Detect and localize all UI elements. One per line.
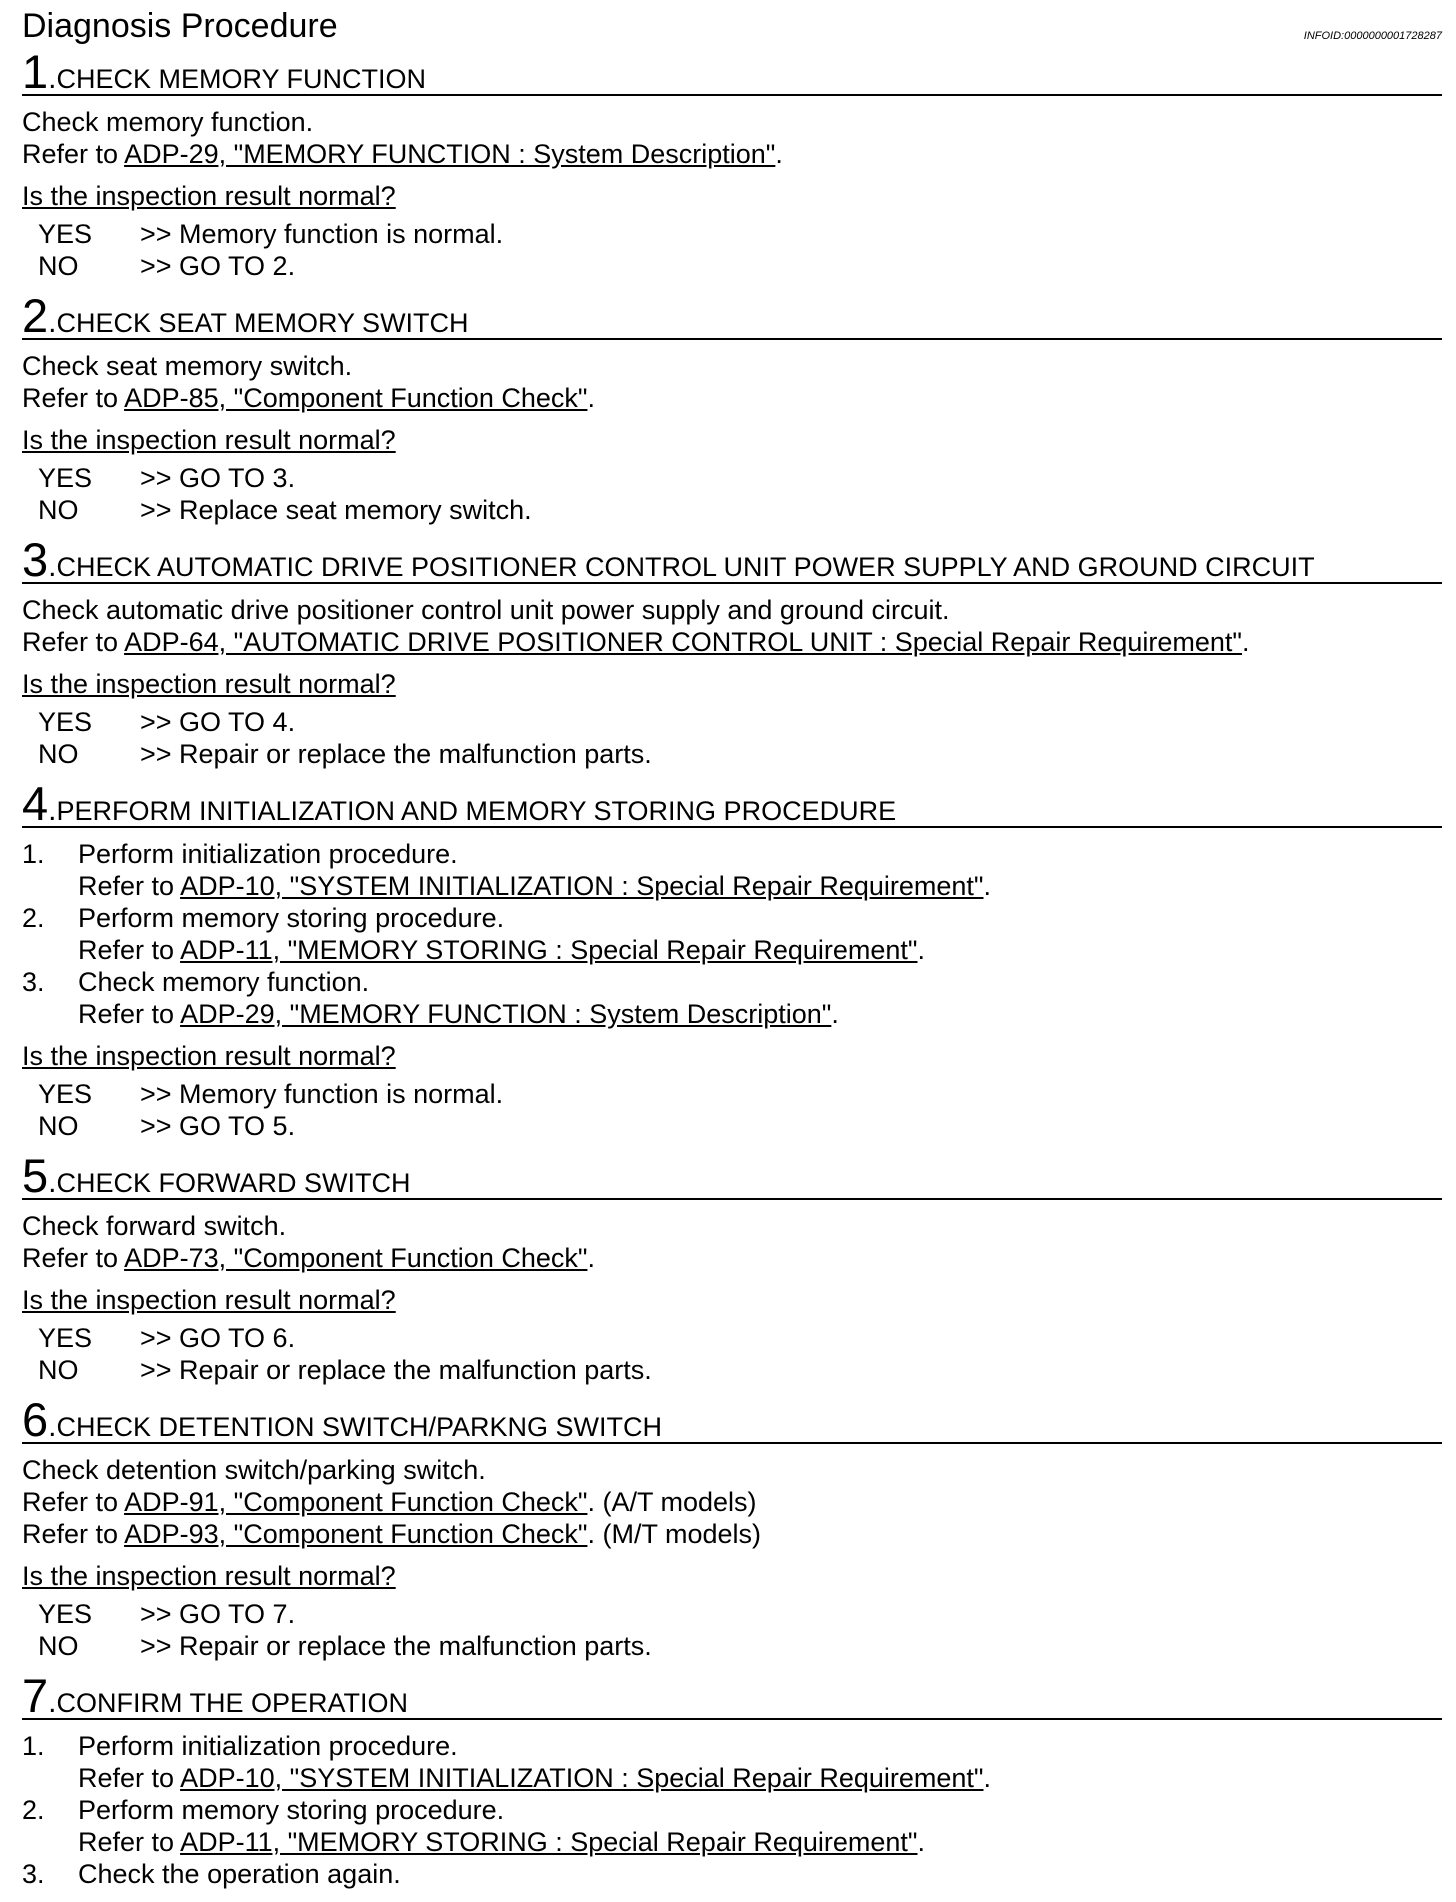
refer-suffix: . <box>587 383 595 413</box>
refer-suffix: . (A/T models) <box>587 1487 757 1517</box>
result-label: NO <box>38 1111 79 1141</box>
result-yes <box>22 1078 1442 1110</box>
step-number: 5 <box>22 1149 49 1202</box>
result-action: >> Memory function is normal. <box>140 1079 504 1109</box>
step-title: PERFORM INITIALIZATION AND MEMORY STORING PROCEDURE <box>56 796 897 826</box>
refer-prefix: Refer to <box>78 1827 181 1857</box>
result-no <box>22 250 1442 282</box>
reference-link[interactable]: ADP-29, "MEMORY FUNCTION : System Description" <box>124 139 776 169</box>
numbered-item <box>22 1730 1442 1794</box>
result-action: >> GO TO 3. <box>140 463 296 493</box>
refer-prefix: Refer to <box>22 139 125 169</box>
result-action: >> GO TO 5. <box>140 1111 296 1141</box>
result-no <box>22 1110 1442 1142</box>
item-text: Perform memory storing procedure. <box>78 903 505 933</box>
reference-line <box>78 1826 925 1858</box>
reference-link[interactable]: ADP-10, "SYSTEM INITIALIZATION : Special Repair Requirement" <box>180 1763 984 1793</box>
page-header <box>22 0 1442 52</box>
result-action: >> GO TO 2. <box>140 251 296 281</box>
refer-suffix: . <box>1242 627 1250 657</box>
refer-prefix: Refer to <box>22 1487 125 1517</box>
result-no <box>22 1354 1442 1386</box>
step-number-dot: . <box>48 1166 57 1199</box>
step-title: CHECK MEMORY FUNCTION <box>56 64 427 94</box>
step-title: CONFIRM THE OPERATION <box>56 1688 408 1718</box>
step-number-dot: . <box>48 1686 57 1719</box>
refer-suffix: . <box>917 935 926 965</box>
result-yes <box>22 1322 1442 1354</box>
inspection-question: Is the inspection result normal? <box>22 181 396 211</box>
step-number-dot: . <box>48 1410 57 1443</box>
inspection-question: Is the inspection result normal? <box>22 1285 396 1315</box>
refer-suffix: . <box>917 1827 926 1857</box>
item-body <box>78 1858 401 1890</box>
refer-prefix: Refer to <box>78 1763 181 1793</box>
instruction-text: Check detention switch/parking switch. <box>22 1455 486 1485</box>
reference-line <box>22 138 1442 170</box>
item-text: Perform memory storing procedure. <box>78 1795 505 1825</box>
numbered-item <box>22 1794 1442 1858</box>
inspection-question: Is the inspection result normal? <box>22 425 396 455</box>
reference-line <box>22 1242 1442 1274</box>
item-body <box>78 966 839 1030</box>
reference-line <box>78 998 839 1030</box>
step-heading <box>22 1669 1442 1722</box>
inspection-question: Is the inspection result normal? <box>22 669 396 699</box>
step-number-dot: . <box>48 794 57 827</box>
diagnosis-procedure-page <box>22 0 1442 1890</box>
result-yes <box>22 462 1442 494</box>
item-text: Check the operation again. <box>78 1859 401 1889</box>
result-label: YES <box>38 707 93 737</box>
inspection-question: Is the inspection result normal? <box>22 1561 396 1591</box>
result-no <box>22 1630 1442 1662</box>
result-yes <box>22 1598 1442 1630</box>
step-heading <box>22 289 1442 342</box>
reference-line <box>78 1762 991 1794</box>
step-number: 1 <box>22 45 49 98</box>
reference-link[interactable]: ADP-10, "SYSTEM INITIALIZATION : Special Repair Requirement" <box>180 871 984 901</box>
reference-link[interactable]: ADP-85, "Component Function Check" <box>124 383 588 413</box>
info-id: INFOID:0000000001728287 <box>1303 30 1442 42</box>
reference-line <box>22 1518 1442 1550</box>
reference-line <box>78 934 925 966</box>
result-label: YES <box>38 1599 93 1629</box>
result-action: >> GO TO 4. <box>140 707 296 737</box>
inspection-question: Is the inspection result normal? <box>22 1041 396 1071</box>
step-heading <box>22 1149 1442 1202</box>
step-7 <box>22 1669 1442 1890</box>
reference-link[interactable]: ADP-73, "Component Function Check" <box>124 1243 588 1273</box>
instruction-text: Check automatic drive positioner control unit power supply and ground circuit. <box>22 595 950 625</box>
result-action: >> GO TO 6. <box>140 1323 296 1353</box>
page-title: Diagnosis Procedure <box>22 7 338 45</box>
step-heading <box>22 533 1442 586</box>
reference-link[interactable]: ADP-64, "AUTOMATIC DRIVE POSITIONER CONTROL UNIT : Special Repair Requirement" <box>124 627 1243 657</box>
item-number: 1. <box>22 839 45 869</box>
step-number: 3 <box>22 533 49 586</box>
refer-suffix: . <box>587 1243 595 1273</box>
item-text: Perform initialization procedure. <box>78 839 458 869</box>
item-number: 3. <box>22 1859 45 1889</box>
step-4 <box>22 777 1442 1142</box>
numbered-item <box>22 966 1442 1030</box>
step-3 <box>22 533 1442 770</box>
item-body <box>78 1794 925 1858</box>
instruction-text: Check seat memory switch. <box>22 351 353 381</box>
numbered-item <box>22 902 1442 966</box>
result-label: YES <box>38 463 93 493</box>
refer-suffix: . (M/T models) <box>587 1519 761 1549</box>
reference-link[interactable]: ADP-29, "MEMORY FUNCTION : System Description" <box>180 999 832 1029</box>
step-title: CHECK FORWARD SWITCH <box>56 1168 411 1198</box>
step-5 <box>22 1149 1442 1386</box>
result-action: >> Repair or replace the malfunction parts. <box>140 1355 652 1385</box>
step-number: 4 <box>22 777 49 830</box>
result-no <box>22 738 1442 770</box>
instruction-text: Check memory function. <box>22 107 314 137</box>
step-title: CHECK SEAT MEMORY SWITCH <box>56 308 469 338</box>
item-text: Check memory function. <box>78 967 370 997</box>
result-action: >> Replace seat memory switch. <box>140 495 532 525</box>
refer-prefix: Refer to <box>78 935 181 965</box>
result-action: >> Repair or replace the malfunction parts. <box>140 1631 652 1661</box>
result-label: NO <box>38 739 79 769</box>
item-number: 2. <box>22 1795 45 1825</box>
step-heading <box>22 1393 1442 1446</box>
item-text: Perform initialization procedure. <box>78 1731 458 1761</box>
step-title: CHECK DETENTION SWITCH/PARKNG SWITCH <box>56 1412 662 1442</box>
result-label: NO <box>38 1631 79 1661</box>
step-heading <box>22 45 1442 98</box>
result-yes <box>22 706 1442 738</box>
numbered-item <box>22 838 1442 902</box>
step-number-dot: . <box>48 550 57 583</box>
numbered-item <box>22 1858 1442 1890</box>
item-number: 2. <box>22 903 45 933</box>
result-label: NO <box>38 495 79 525</box>
step-1 <box>22 45 1442 282</box>
step-heading <box>22 777 1442 830</box>
item-body <box>78 838 991 902</box>
item-body <box>78 1730 991 1794</box>
refer-suffix: . <box>983 1763 991 1793</box>
reference-link[interactable]: ADP-11, "MEMORY STORING : Special Repair Requirement" <box>180 1827 918 1857</box>
step-title: CHECK AUTOMATIC DRIVE POSITIONER CONTROL UNIT POWER SUPPLY AND GROUND CIRCUIT <box>56 552 1315 582</box>
step-number: 2 <box>22 289 49 342</box>
step-number: 7 <box>22 1669 49 1722</box>
reference-line <box>78 870 991 902</box>
result-label: YES <box>38 1323 93 1353</box>
result-label: NO <box>38 1355 79 1385</box>
instruction-text: Check forward switch. <box>22 1211 287 1241</box>
refer-suffix: . <box>983 871 991 901</box>
refer-prefix: Refer to <box>78 999 181 1029</box>
result-label: YES <box>38 1079 93 1109</box>
refer-prefix: Refer to <box>22 1519 125 1549</box>
item-number: 1. <box>22 1731 45 1761</box>
reference-line <box>22 382 1442 414</box>
result-no <box>22 494 1442 526</box>
refer-prefix: Refer to <box>22 627 125 657</box>
refer-suffix: . <box>831 999 839 1029</box>
step-2 <box>22 289 1442 526</box>
reference-line <box>22 1486 1442 1518</box>
item-number: 3. <box>22 967 45 997</box>
result-action: >> Memory function is normal. <box>140 219 504 249</box>
result-label: NO <box>38 251 79 281</box>
refer-prefix: Refer to <box>22 1243 125 1273</box>
reference-link[interactable]: ADP-93, "Component Function Check" <box>124 1519 588 1549</box>
item-body <box>78 902 925 966</box>
result-action: >> Repair or replace the malfunction parts. <box>140 739 652 769</box>
step-number-dot: . <box>48 62 57 95</box>
reference-link[interactable]: ADP-91, "Component Function Check" <box>124 1487 588 1517</box>
step-6 <box>22 1393 1442 1662</box>
refer-prefix: Refer to <box>78 871 181 901</box>
reference-link[interactable]: ADP-11, "MEMORY STORING : Special Repair Requirement" <box>180 935 918 965</box>
refer-suffix: . <box>775 139 783 169</box>
result-action: >> GO TO 7. <box>140 1599 296 1629</box>
result-yes <box>22 218 1442 250</box>
steps-container <box>22 45 1442 1890</box>
refer-prefix: Refer to <box>22 383 125 413</box>
step-number: 6 <box>22 1393 49 1446</box>
result-label: YES <box>38 219 93 249</box>
step-number-dot: . <box>48 306 57 339</box>
reference-line <box>22 626 1442 658</box>
